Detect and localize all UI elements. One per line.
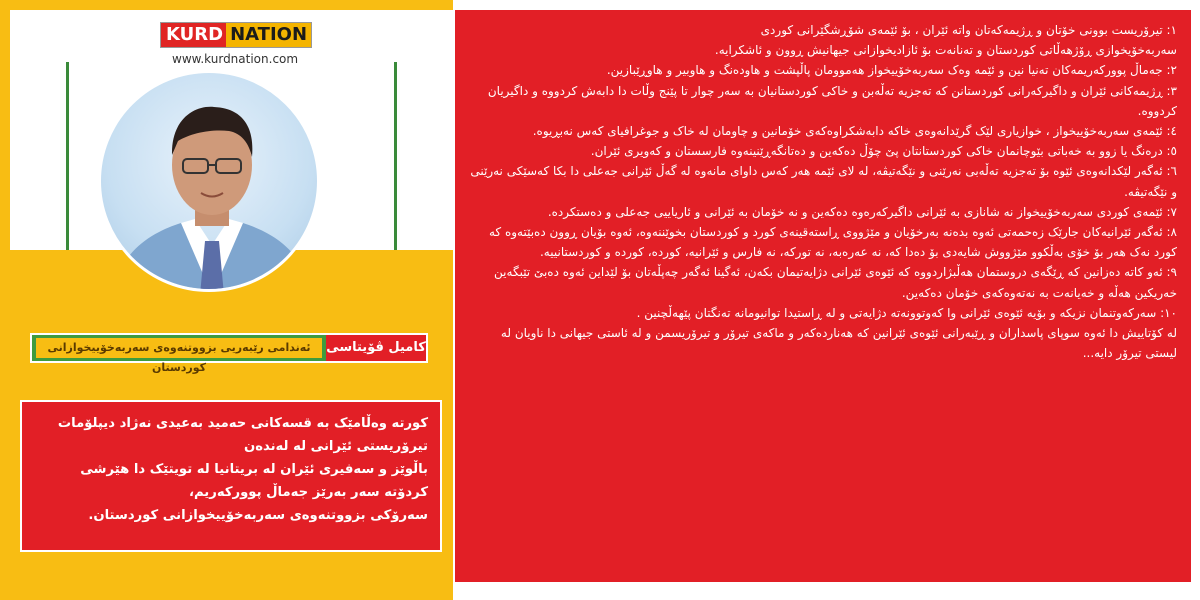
paragraph: ١: تیرۆریست بوونی خۆتان و ڕژیمەکەتان واتە ئێران ، بۆ ئێمەی شۆڕشگێرانی کوردی [760, 23, 1177, 37]
person-title: ئەندامی رێبەریی بزووتنەوەی سەربەخۆییخوازانی کوردستان [36, 338, 322, 358]
paragraph: ٤: ئێمەی سەربەخۆییخواز ، خوازیاری لێک گرێدانەوەی خاکە دابەشکراوەکەی خۆمانین و چاومان لە خاک و جوغرافیای کەس نەبڕیوە. [532, 124, 1177, 139]
quote-line: کورتە وەڵامێک بە قسەکانی حەمید بەعیدی نەژاد دیپلۆمات [57, 416, 428, 431]
paragraph: ١٠: سەرکەوتنمان نزیکە و بۆیە ئێوەی ئێرانی وا کەوتوونەتە دژایەتی و لە ڕاستیدا توانیومانە تەنگتان پێهەڵچنین . [636, 305, 1177, 320]
left-panel [0, 0, 453, 600]
statement-text-panel [455, 10, 1191, 582]
quote-line: سەرۆکی بزووتنەوەی سەربەخۆییخوازانی کوردستان. [88, 508, 428, 523]
portrait-illustration [101, 73, 320, 292]
paragraph: سەربەخۆیخوازی ڕۆژهەڵاتی کوردستان و تەنانەت بۆ ئازادیخوازانی جیهانیش ڕوون و ئاشکرایە. [714, 43, 1177, 58]
site-url[interactable]: www.kurdnation.com [172, 52, 299, 66]
portrait-photo [98, 70, 320, 292]
paragraph: ٩: ئەو کاتە دەزانین کە ڕێگەی دروستمان هەڵبژاردووە کە ئێوەی ئێرانی دژایەتیمان بکەن، ئەگینا ئەگەر چەپڵەتان بۆ لێداین ئەوە دەبێ تێبگەین خەریکین هەڵە و خەیانەت بە نەتەوەکەی خۆمان دەکەین. [494, 265, 1177, 300]
logo-kurd-text: KURD [161, 23, 226, 47]
decorative-line-right [394, 62, 397, 250]
quote-line: باڵوێز و سەفیری ئێران لە بریتانیا لە تویتێک دا هێرشی [80, 462, 428, 477]
quote-line: تیرۆریستی ئێرانی لە لەندەن [243, 439, 428, 454]
quote-box [20, 400, 442, 552]
logo-nation-text: NATION [226, 23, 311, 47]
paragraph: ٧: ئێمەی کوردی سەربەخۆییخواز نە شانازی بە ئێرانی داگیرکەرەوە دەکەین و نە خۆمان بە ئێرانی و ئاریاییی جەعلی و دەستکردە. [547, 204, 1177, 219]
paragraph: ٨: ئەگەر ئێرانیەکان جارێک زەحمەتی ئەوە بدەنە بەرخۆیان و مێژووی ڕاستەقینەی کورد و کوردستان بخوێننەوە، ئەوە بۆیان ڕوون دەبێتەوە کە کورد نەک هەر بۆ خۆی بەڵکوو مێژووش شایەدی بۆ دەدا کە، نە عەرەبە، نە تورکە، نە فارس و ئێرانیە، کوردە، کوردە و کوردستانییە. [488, 225, 1177, 260]
paragraph: لە کۆتاییش دا ئەوە سوپای پاسداران و ڕێبەرانی ئێوەی ئێرانین کە هەناردەکەر و ماکەی تیرۆر و تیرۆریسمن و لە ئاستی جیهانی دا ناویان لە لیستی تیرۆر دایە... [500, 326, 1177, 361]
name-plate [30, 333, 428, 374]
paragraph: ٣: ڕژیمەکانی ئێران و داگیرکەرانی کوردستانن کە تەجزیە تەڵەبن و خاکی کوردستانیان بە سەر چوار تا پێنج وڵات دا دابەش کردووە و داگیریان کردووە. [487, 83, 1177, 118]
paragraph: ٥: درەنگ یا زوو بە خەباتی بێوچانمان خاکی کوردستانتان پێ چۆڵ دەکەین و دەتانگەڕێنینەوە فارسستان و کەویری ئێران. [590, 144, 1177, 159]
kurdnation-logo[interactable] [160, 22, 312, 48]
decorative-line-left [66, 62, 69, 250]
quote-line: کردۆتە سەر بەرێز جەماڵ پوورکەریم، [188, 485, 428, 500]
paragraph: ٦: ئەگەر لێکدانەوەی ئێوە بۆ تەجزیە تەڵەبی نەرێنی و نێگەتیڤە، لە لای ئێمە هەر کەس داوای مانەوە لە گەڵ ئێرانی جەعلی دا بکا کەسێکی نەرێنی و نێگەتیڤە. [470, 164, 1177, 199]
paragraph: ٢: جەماڵ پوورکەریمەکان تەنیا نین و ئێمە وەک سەربەخۆییخواز هەموومان پاڵپشت و هاودەنگ و هاوبیر و هاوڕێبازین. [606, 63, 1177, 78]
person-name: كامیل ڤۆیتاسی [326, 335, 426, 361]
